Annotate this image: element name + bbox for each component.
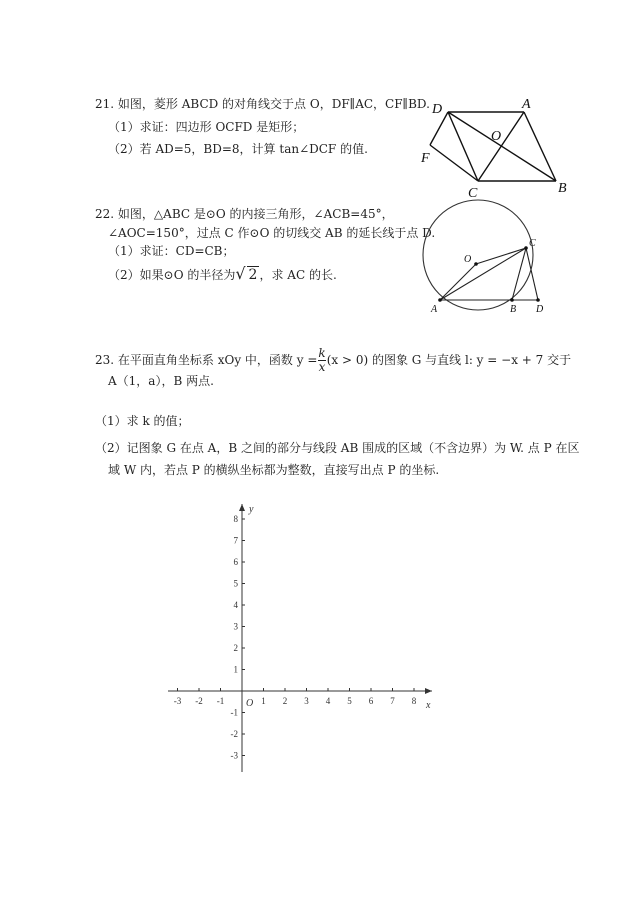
q22-part2-a: （2）如果⊙O 的半径为 bbox=[108, 268, 236, 282]
x-tick-label: 5 bbox=[347, 696, 352, 706]
y-tick-label: 1 bbox=[233, 664, 238, 675]
q21-label-b: B bbox=[558, 181, 567, 196]
q23-part2-a: （2）记图象 G 在点 A，B 之间的部分与线段 AB 围成的区域（不含边界）为 W. 点 P 在区 bbox=[95, 441, 580, 455]
x-tick-label: 1 bbox=[261, 696, 266, 706]
q23-number: 23. bbox=[95, 353, 115, 367]
y-tick-label: -1 bbox=[230, 707, 238, 718]
x-tick-label: 2 bbox=[282, 696, 288, 706]
x-tick-label: 6 bbox=[368, 696, 374, 706]
q23-part2-b: 域 W 内，若点 P 的横纵坐标都为整数，直接写出点 P 的坐标. bbox=[108, 463, 440, 477]
q22-part1: （1）求证：CD=CB； bbox=[108, 244, 235, 258]
y-tick-label: 2 bbox=[233, 643, 238, 653]
q23-part1: （1）求 k 的值； bbox=[95, 414, 190, 428]
q21-part1: （1）求证：四边形 OCFD 是矩形； bbox=[108, 120, 305, 134]
x-tick-label: -1 bbox=[216, 696, 225, 706]
q21-label-f: F bbox=[421, 151, 430, 166]
x-axis-label: x bbox=[426, 700, 431, 711]
q21-stem: 如图，菱形 ABCD 的对角线交于点 O，DF∥AC，CF∥BD. bbox=[117, 97, 430, 111]
x-tick-label: 3 bbox=[304, 696, 309, 706]
q22-label-b: B bbox=[510, 304, 517, 315]
q22-label-d: D bbox=[536, 304, 544, 315]
x-tick-label: 4 bbox=[325, 696, 331, 706]
q22-stem-a: 如图，△ABC 是⊙O 的内接三角形，∠ACB=45°， bbox=[117, 207, 394, 221]
q21-number: 21. bbox=[95, 97, 115, 111]
q21-label-c: C bbox=[468, 186, 478, 201]
origin-label: O bbox=[246, 698, 254, 709]
q22-label-a: A bbox=[431, 304, 438, 315]
x-tick-label: -2 bbox=[195, 696, 203, 706]
q22-label-o: O bbox=[464, 254, 472, 265]
q22-label-c: C bbox=[529, 238, 536, 249]
x-tick-label: -3 bbox=[173, 696, 182, 706]
q21-label-o: O bbox=[491, 129, 502, 144]
x-tick-label: 8 bbox=[411, 696, 417, 706]
q23-frac-num: k bbox=[318, 346, 326, 360]
y-tick-label: 4 bbox=[233, 600, 238, 610]
q22-stem-b: ∠AOC=150°，过点 C 作⊙O 的切线交 AB 的延长线于点 D. bbox=[108, 226, 436, 240]
y-tick-label: 5 bbox=[233, 578, 238, 589]
q22-sqrt-value: 2 bbox=[248, 267, 258, 283]
y-tick-label: 8 bbox=[233, 514, 238, 524]
q23-stem-a: 在平面直角坐标系 xOy 中，函数 y = bbox=[117, 353, 318, 367]
q23-stem-b: (x > 0) 的图象 G 与直线 l: y = −x + 7 交于 bbox=[326, 353, 572, 367]
q21-label-a: A bbox=[522, 97, 531, 112]
q22-number: 22. bbox=[95, 207, 115, 221]
y-tick-label: -2 bbox=[230, 729, 238, 739]
x-tick-label: 7 bbox=[390, 696, 395, 706]
y-tick-label: -3 bbox=[230, 750, 238, 761]
q22-part2-b: ，求 AC 的长. bbox=[259, 268, 337, 282]
q23-frac-den: x bbox=[318, 360, 326, 374]
q21-part2: （2）若 AD=5，BD=8，计算 tan∠DCF 的值. bbox=[108, 142, 368, 156]
sqrt-sign: √ bbox=[235, 264, 246, 283]
q21-label-d: D bbox=[432, 102, 443, 117]
y-tick-label: 3 bbox=[233, 621, 238, 632]
y-axis-label: y bbox=[249, 504, 254, 515]
q23-stem-c: A（1，a），B 两点. bbox=[108, 374, 214, 388]
y-tick-label: 6 bbox=[233, 557, 238, 567]
y-tick-label: 7 bbox=[233, 535, 238, 546]
